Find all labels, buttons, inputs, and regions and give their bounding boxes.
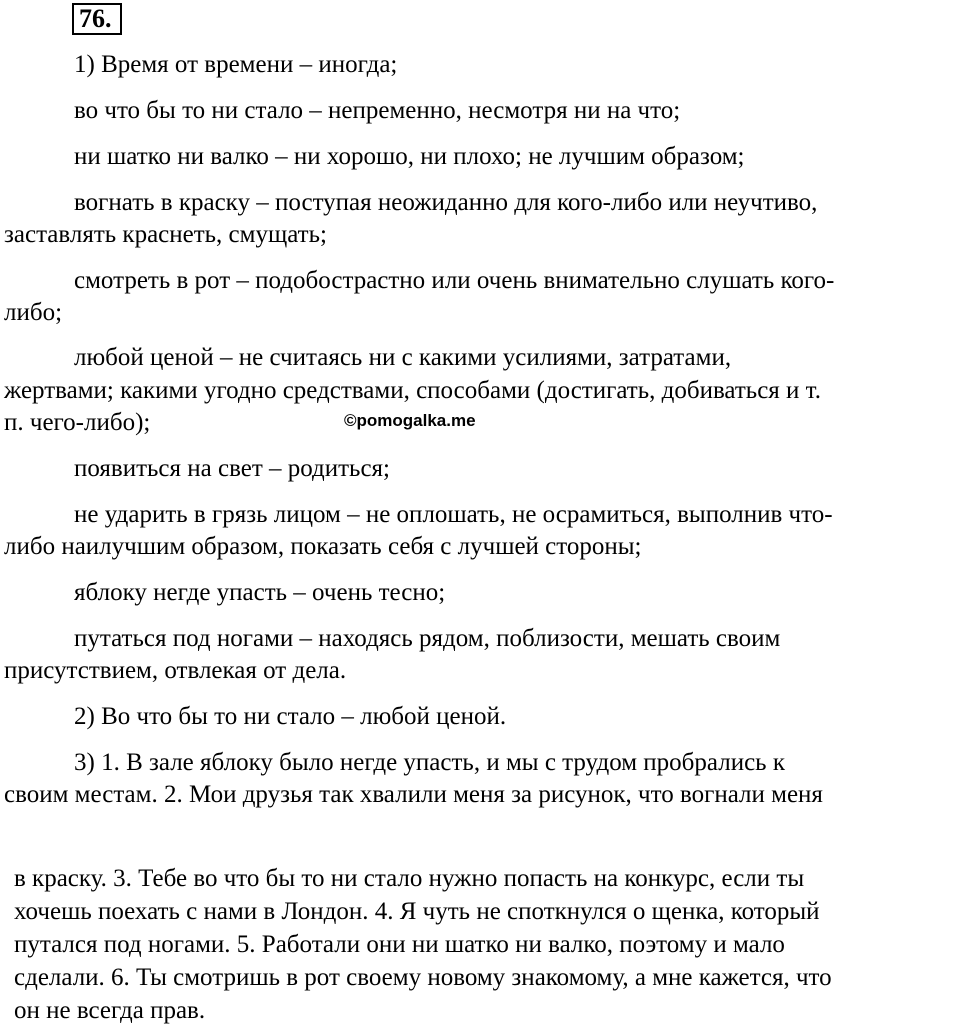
text-line: смотреть в рот – подобострастно или очень внимательно слушать кого- [74, 267, 835, 294]
text-line: 2) Во что бы то ни стало – любой ценой. [74, 703, 507, 730]
text-line: 3) 1. В зале яблоку было негде упасть, и мы с трудом пробрались к [74, 749, 785, 776]
text-line: хочешь поехать с нами в Лондон. 4. Я чуть не споткнулся о щенка, который [14, 898, 820, 925]
text-line: он не всегда прав. [14, 997, 206, 1024]
text-line: вогнать в краску – поступая неожиданно для кого-либо или неучтиво, [74, 189, 818, 216]
text-line: сделали. 6. Ты смотришь в рот своему новому знакомому, а мне кажется, что [14, 964, 832, 991]
text-line: п. чего-либо); [4, 409, 151, 436]
text-line: яблоку негде упасть – очень тесно; [74, 579, 446, 606]
text-line: ни шатко ни валко – ни хорошо, ни плохо; не лучшим образом; [74, 143, 745, 170]
text-line: путался под ногами. 5. Работали они ни шатко ни валко, поэтому и мало [14, 931, 785, 958]
text-line: не ударить в грязь лицом – не оплошать, не осрамиться, выполнив что- [74, 501, 833, 528]
text-line: присутствием, отвлекая от дела. [4, 657, 347, 684]
task-number-box: 76. [72, 3, 122, 35]
text-line: 1) Время от времени – иногда; [74, 51, 398, 78]
text-line: заставлять краснеть, смущать; [4, 221, 327, 248]
text-line: либо наилучшим образом, показать себя с лучшей стороны; [4, 533, 642, 560]
text-line: появиться на свет – родиться; [74, 455, 391, 482]
text-line: своим местам. 2. Мои друзья так хвалили меня за рисунок, что вогнали меня [4, 781, 823, 808]
text-line: во что бы то ни стало – непременно, несмотря ни на что; [74, 97, 681, 124]
watermark: ©pomogalka.me [344, 411, 476, 430]
text-line: в краску. 3. Тебе во что бы то ни стало нужно попасть на конкурс, если ты [14, 865, 805, 892]
text-line: любой ценой – не считаясь ни с какими усилиями, затратами, [74, 344, 732, 371]
text-line: либо; [4, 299, 63, 326]
text-line: жертвами; какими угодно средствами, способами (достигать, добиваться и т. [4, 377, 821, 404]
text-line: путаться под ногами – находясь рядом, поблизости, мешать своим [74, 625, 781, 652]
